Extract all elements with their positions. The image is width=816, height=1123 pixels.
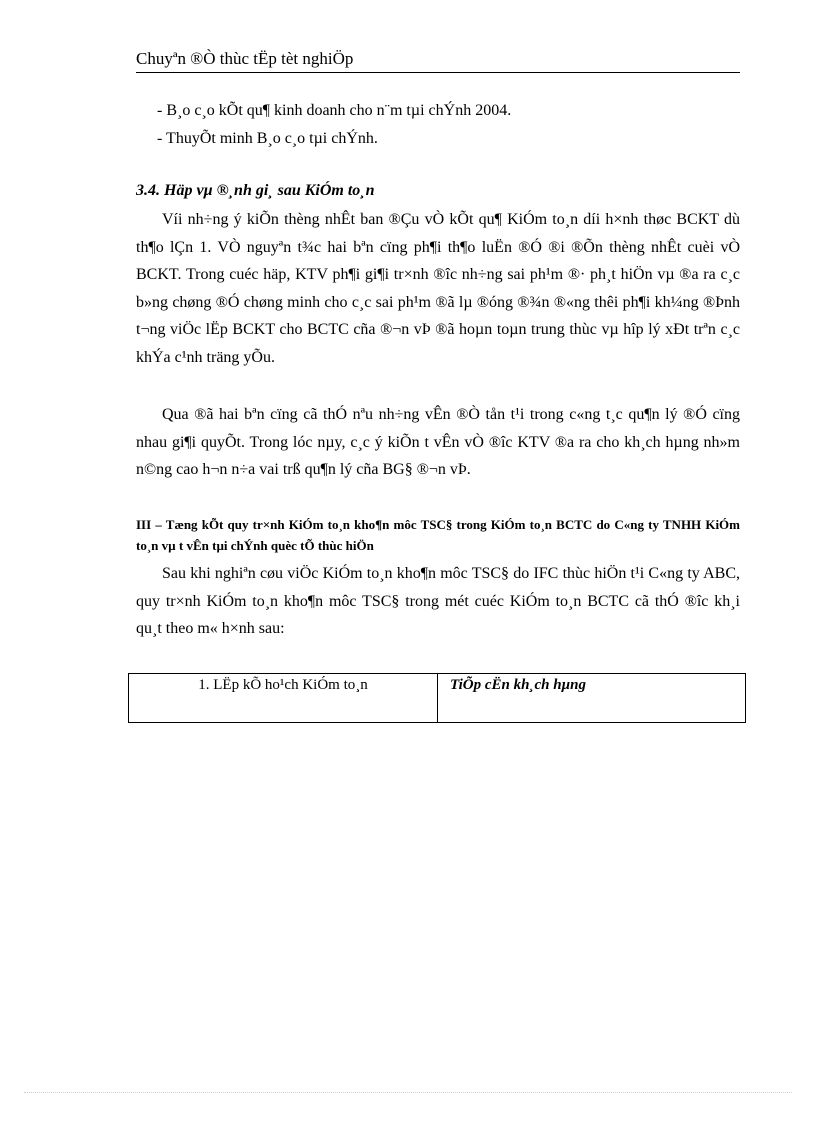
page-bottom-divider bbox=[24, 1092, 792, 1093]
paragraph: Qua ®ã hai bªn cïng cã thÓ nªu nh÷ng vÊn ®Ò tån t¹i trong c«ng t¸c qu¶n lý ®Ó cïng nhau gi¶i quyÕt. Trong lóc nµy, c¸c ý kiÕn t vÊn vÒ ®îc KTV ®a ra cho kh¸ch hµng nh»m n©ng cao h¬n n÷a vai trß qu¶n lý cña BG§ ®¬n vÞ. bbox=[136, 406, 740, 479]
header-title: Chuyªn ®Ò thùc tËp tèt nghiÖp bbox=[136, 49, 354, 68]
bullet-item: - B¸o c¸o kÕt qu¶ kinh doanh cho n¨m tµi chÝnh 2004. bbox=[157, 102, 512, 119]
paragraph: Víi nh÷ng ý kiÕn thèng nhÊt ban ®Çu vÒ kÕt qu¶ KiÓm to¸n díi h×nh thøc BCKT dù th¶o lÇn 1. VÒ nguyªn t¾c hai bªn cïng ph¶i th¶o luËn ®Ó ®i ®Õn thèng nhÊt cuèi vÒ BCKT. Trong cuéc häp, KTV ph¶i gi¶i tr×nh ®îc nh÷ng sai ph¹m ®· ph¸t hiÖn vµ ®a ra c¸c b»ng chøng ®Ó chøng minh cho c¸c sai ph¹m ®ã lµ ®óng ®¾n ®«ng thêi ph¶i kh¼ng ®Þnh t¬ng viÖc lËp BCKT cho BCTC cña ®¬n vÞ ®ã hoµn toµn trung thùc vµ hîp lý xÐt trªn c¸c khÝa c¹nh träng yÕu. bbox=[136, 211, 740, 366]
bullet-list bbox=[157, 97, 511, 153]
process-step-cell: 1. LËp kÕ ho¹ch KiÓm to¸n bbox=[129, 674, 438, 722]
bullet-item: - ThuyÕt minh B¸o c¸o tµi chÝnh. bbox=[157, 130, 378, 147]
subsection-heading: III – Tæng kÕt quy tr×nh KiÓm to¸n kho¶n môc TSC§ trong KiÓm to¸n BCTC do C«ng ty TNHH KiÓm to¸n vµ t vÊn tµi chÝnh quèc tÕ thùc hiÖn bbox=[136, 517, 740, 553]
process-detail-cell: TiÕp cËn kh¸ch hµng bbox=[450, 677, 587, 693]
section-heading: 3.4. Häp vµ ®¸nh gi¸ sau KiÓm to¸n bbox=[136, 182, 375, 199]
page-header bbox=[136, 48, 740, 73]
paragraph: Sau khi nghiªn cøu viÖc KiÓm to¸n kho¶n môc TSC§ do IFC thùc hiÖn t¹i C«ng ty ABC, quy tr×nh KiÓm to¸n kho¶n môc TSC§ trong mét cuéc KiÓm to¸n BCTC cã thÓ ®îc kh¸i qu¸t theo m« h×nh sau: bbox=[136, 565, 740, 638]
process-table bbox=[128, 673, 746, 723]
